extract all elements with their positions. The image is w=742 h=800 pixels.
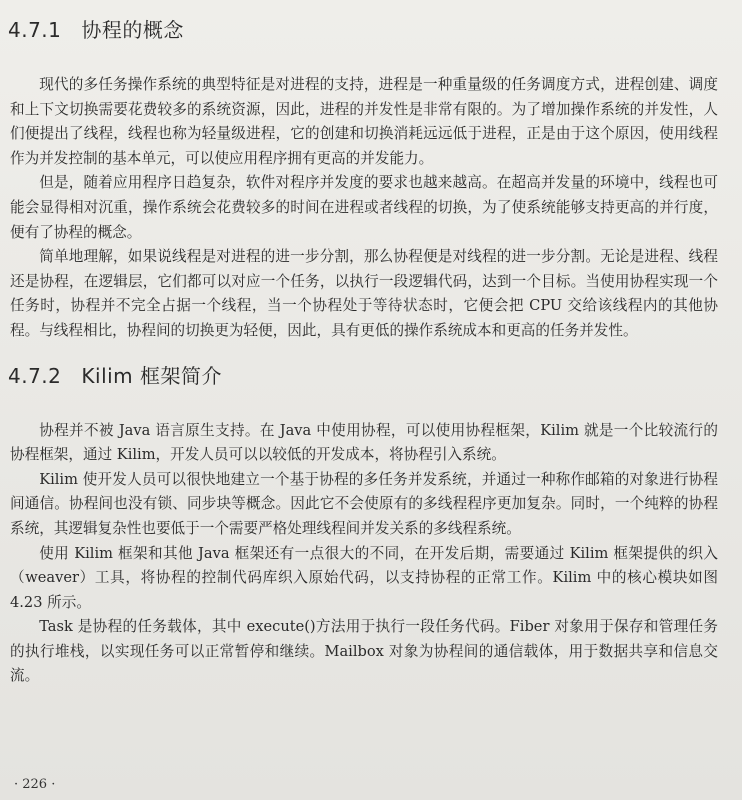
paragraph: 使用 Kilim 框架和其他 Java 框架还有一点很大的不同，在开发后期，需要通过 Kilim 框架提供的织入（weaver）工具，将协程的控制代码库织入原始代码，以支持协程的正常工作。Kilim 中的核心模块如图 4.23 所示。: [10, 544, 718, 611]
section-4-7-1: [8, 14, 718, 344]
paragraph: 但是，随着应用程序日趋复杂，软件对程序并发度的要求也越来越高。在超高并发量的环境中，线程也可能会显得相对沉重，操作系统会花费较多的时间在进程或者线程的切换，为了使系统能够支持更高的并行度，便有了协程的概念。: [10, 174, 718, 241]
section-4-7-2: [8, 360, 718, 690]
section-body: [8, 73, 718, 344]
paragraph: 简单地理解，如果说线程是对进程的进一步分割，那么协程便是对线程的进一步分割。无论是进程、线程还是协程，在逻辑层，它们都可以对应一个任务，以执行一段逻辑代码，达到一个目标。当使用协程实现一个任务时，协程并不完全占据一个线程，当一个协程处于等待状态时，它便会把 CPU 交给该线程内的其他协程。与线程相比，协程间的切换更为轻便，因此，具有更低的操作系统成本和更高的任务并发性。: [10, 248, 718, 339]
paragraph: Kilim 使开发人员可以很快地建立一个基于协程的多任务并发系统，并通过一种称作邮箱的对象进行协程间通信。协程间也没有锁、同步块等概念。因此它不会使原有的多线程程序更加复杂。同时，一个纯粹的协程系统，其逻辑复杂性也要低于一个需要严格处理线程间并发关系的多线程系统。: [10, 470, 718, 537]
section-title: Kilim 框架简介: [81, 363, 223, 388]
paragraph: 现代的多任务操作系统的典型特征是对进程的支持，进程是一种重量级的任务调度方式，进程创建、调度和上下文切换需要花费较多的系统资源，因此，进程的并发性是非常有限的。为了增加操作系统的并发性，人们便提出了线程，线程也称为轻量级进程，它的创建和切换消耗远远低于进程，正是由于这个原因，使用线程作为并发控制的基本单元，可以使应用程序拥有更高的并发能力。: [10, 76, 718, 167]
section-heading: [8, 14, 718, 43]
section-number: 4.7.2: [8, 363, 62, 388]
section-body: [8, 419, 718, 690]
section-heading: [8, 360, 718, 389]
section-number: 4.7.1: [8, 18, 62, 42]
paragraph: 协程并不被 Java 语言原生支持。在 Java 中使用协程，可以使用协程框架，Kilim 就是一个比较流行的协程框架，通过 Kilim，开发人员可以以较低的开发成本，将协程引入系统。: [10, 421, 718, 464]
paragraph: Task 是协程的任务载体，其中 execute()方法用于执行一段任务代码。Fiber 对象用于保存和管理任务的执行堆栈，以实现任务可以正常暂停和继续。Mailbox 对象为协程间的通信载体，用于数据共享和信息交流。: [10, 618, 718, 685]
section-title: 协程的概念: [81, 18, 184, 42]
page-number: · 226 ·: [14, 777, 56, 792]
